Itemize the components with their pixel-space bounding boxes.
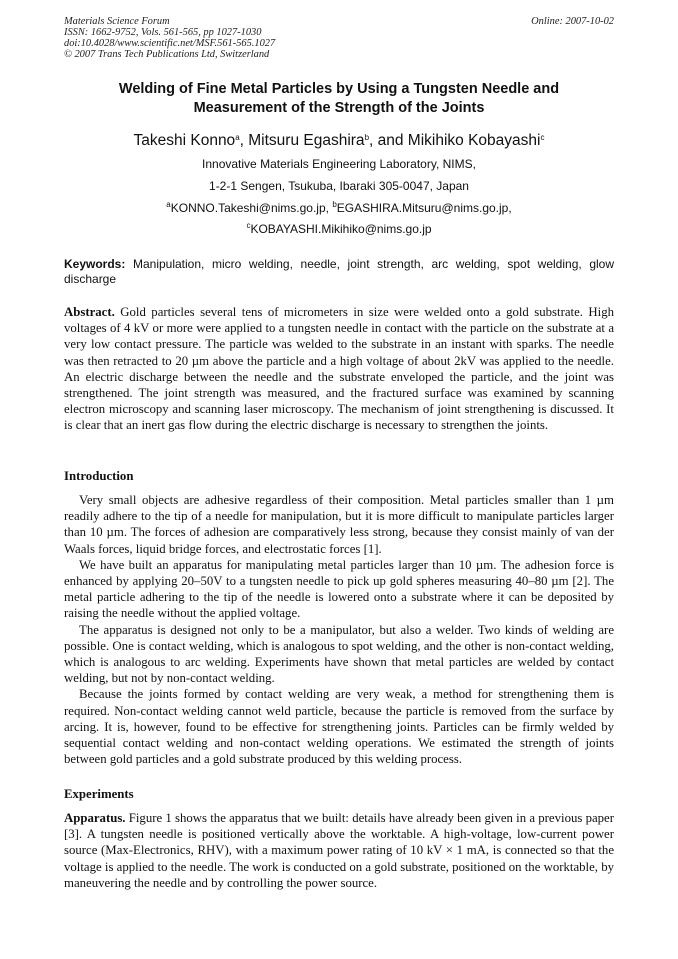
author-konno-sup: a — [235, 133, 240, 142]
email-a-sup: a — [166, 200, 171, 209]
title-line-1: Welding of Fine Metal Particles by Using a Tungsten Needle and — [118, 81, 560, 97]
abstract-label: Abstract. — [64, 305, 115, 319]
introduction-body — [64, 492, 614, 767]
journal-name: Materials Science Forum — [64, 16, 170, 27]
affiliation-emails-ab — [64, 201, 614, 215]
intro-paragraph-3: The apparatus is designed not only to be a manipulator, but also a welder. Two kinds of welding are possible. One is contact welding, which is analogous to spot welding, and the other is non-contact welding, which is analogous to arc welding. Experiments have shown that metal particles are welded by contact welding, but not by non-contact welding. — [64, 622, 614, 686]
online-date: Online: 2007-10-02 — [531, 16, 614, 27]
apparatus-text: Figure 1 shows the apparatus that we built: details have already been given in a previous paper [3]. A tungsten needle is positioned vertically above the worktable. A high-voltage, low-current power source (Max-Electronics, RHV), with a maximum power rating of 10 kV × 1 mA, is connected so that the voltage is applied to the needle. The work is conducted on a gold substrate, positioned on the worktable, by maneuvering the needle and by controlling the power source. — [64, 811, 614, 890]
author-konno: Takeshi Konno — [133, 132, 236, 149]
experiments-heading: Experiments — [64, 787, 134, 801]
intro-paragraph-4: Because the joints formed by contact welding are very weak, a method for strengthening them is required. Non-contact welding cannot weld particle, because the particle is removed from the surface by arcing. It is, however, found to be effective for strengthening joints. Particles can be firmly welded by sequential contact welding and non-contact welding operations. We estimated the strength of joints between gold particles and a gold substrate produced by this welding process. — [64, 687, 614, 767]
keywords-text: Manipulation, micro welding, needle, joint strength, arc welding, spot welding, glow discharge — [64, 257, 614, 286]
email-b-sup: b — [332, 200, 337, 209]
abstract-text: Gold particles several tens of micrometers in size were welded onto a gold substrate. High voltages of 4 kV or more were applied to a tungsten needle in contact with the particle on the substrate at a very low contact pressure. The particle was welded to the substrate in an instant with sparks. The needle was then retracted to 20 µm above the particle and a high voltage of about 2kV was applied to the needle. An electric discharge between the needle and the substrate enveloped the particle, and the joint was strengthened. The joint strength was measured, and the fractured surface was examined by scanning electron microscopy and scanning laser microscopy. The mechanism of joint strengthening is discussed. It is clear that an inert gas flow during the electric discharge is necessary to strengthen the joints. — [64, 305, 614, 433]
author-egashira-sup: b — [364, 133, 370, 142]
author-kobayashi: , and Mikihiko Kobayashi — [369, 132, 541, 149]
email-konno[interactable]: KONNO.Takeshi@nims.go.jp, — [170, 201, 333, 215]
keywords-block — [64, 257, 614, 287]
introduction-heading: Introduction — [64, 469, 134, 483]
affiliation-lab: Innovative Materials Engineering Laboratory, NIMS, — [202, 157, 476, 171]
experiments-body — [64, 810, 614, 891]
intro-paragraph-2: We have built an apparatus for manipulating metal particles larger than 10 µm. The adhesion force is enhanced by applying 20–50V to a tungsten needle to pick up gold spheres measuring 40–80 µm [2]. The metal particle adhering to the tip of the needle is lowered onto a substrate where it can be deposited by raising the needle without the applied voltage. — [64, 557, 614, 621]
intro-paragraph-1: Very small objects are adhesive regardless of their composition. Metal particles smaller than 1 µm readily adhere to the tip of a needle for manipulation, but it is more difficult to manipulate particles larger than 10 µm. The forces of adhesion are comparatively less strong, because they consist mainly of van der Waals forces, liquid bridge forces, and electrostatic forces [1]. — [64, 493, 614, 556]
apparatus-label: Apparatus. — [64, 811, 126, 825]
issn-line: ISSN: 1662-9752, Vols. 561-565, pp 1027-1030 — [64, 27, 262, 38]
email-c-sup: c — [246, 221, 251, 230]
keywords-label: Keywords: — [64, 257, 126, 271]
copyright-line: © 2007 Trans Tech Publications Ltd, Switzerland — [64, 49, 270, 60]
author-list — [64, 131, 614, 151]
author-egashira: , Mitsuru Egashira — [239, 132, 365, 149]
email-egashira[interactable]: EGASHIRA.Mitsuru@nims.go.jp, — [336, 201, 512, 215]
title-line-2: Measurement of the Strength of the Joints — [193, 100, 485, 116]
email-kobayashi[interactable]: KOBAYASHI.Mikihiko@nims.go.jp — [250, 222, 432, 236]
journal-header — [64, 16, 614, 60]
affiliation-address: 1-2-1 Sengen, Tsukuba, Ibaraki 305-0047, Japan — [209, 179, 469, 193]
doi-line: doi:10.4028/www.scientific.net/MSF.561-565.1027 — [64, 38, 276, 49]
abstract-block — [64, 304, 614, 434]
author-kobayashi-sup: c — [540, 133, 545, 142]
affiliation-email-c — [64, 222, 614, 236]
paper-title — [64, 80, 614, 118]
